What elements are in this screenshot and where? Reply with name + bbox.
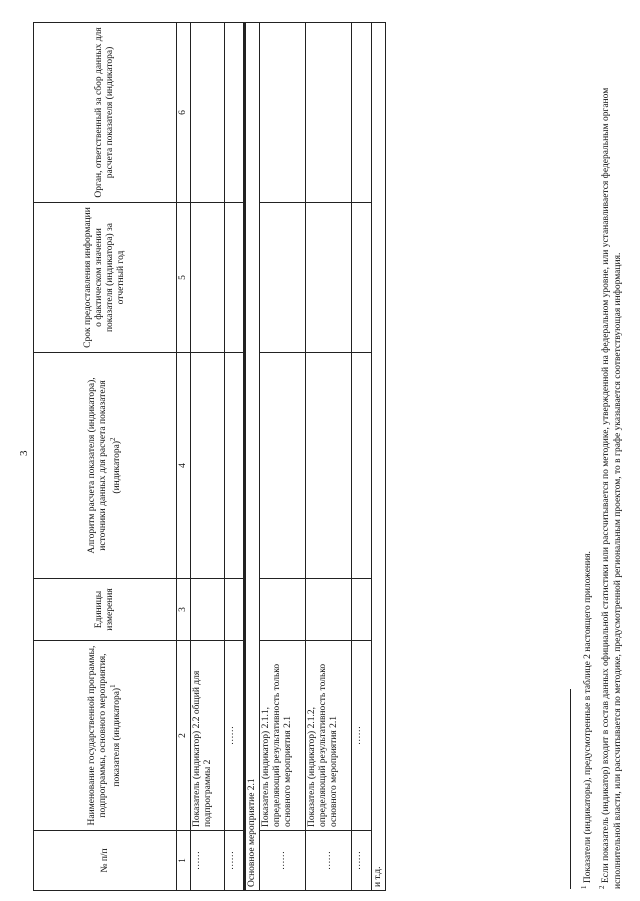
table-row: …… Показатель (индикатор) 2.1.1, определяющий результативность только основного мероприятия 2.1 <box>259 23 305 891</box>
header-name: Наименование государственной программы, подпрограммы, основного мероприятия, показателя (индикатора)$^1$ <box>34 641 177 831</box>
footnote-2: $^2$ Если показатель (индикатор) входит в состав данных официальной статистики или рассчитывается по методике, утвержденной на федеральном уровне, или устанавливается федеральным органом исполнительной власти, или рассчитывается по методике, предусмотренной региональным проектом, то в графе указывается соответствующая информация. <box>598 87 624 889</box>
header-responsible: Орган, ответственный за сбор данных для расчета показателя (индикатора) <box>34 23 177 203</box>
indicators-table <box>33 22 386 891</box>
header-deadline: Срок предоставления информации о фактическом значении показателя (индикатора) за отчетный год <box>34 203 177 353</box>
header-algorithm: Алгоритм расчета показателя (индикатора), источники данных для расчета показателя (индикатора)$^2$ <box>34 353 177 579</box>
table-row: …… …… <box>351 23 371 891</box>
table-row-section: Основное мероприятие 2.1 <box>244 23 259 891</box>
column-numbers-row: 1 2 3 4 5 6 <box>177 23 191 891</box>
table-row: и т.д. <box>371 23 385 891</box>
table-row: …… Показатель (индикатор) 2.1.2, определяющий результативность только основного мероприятия 2.1 <box>305 23 351 891</box>
page-number: 3 <box>18 450 30 456</box>
header-number: № п/п <box>34 831 177 891</box>
header-units: Единицы измерения <box>34 579 177 641</box>
table-row: …… Показатель (индикатор) 2.2 общий для подпрограммы 2 <box>190 23 224 891</box>
footnote-divider <box>570 689 571 889</box>
footnote-1: $^1$ Показатели (индикаторы), предусмотренные в таблице 2 настоящего приложения. <box>580 551 594 889</box>
table-row: …… …… <box>224 23 244 891</box>
header-row <box>34 23 177 891</box>
